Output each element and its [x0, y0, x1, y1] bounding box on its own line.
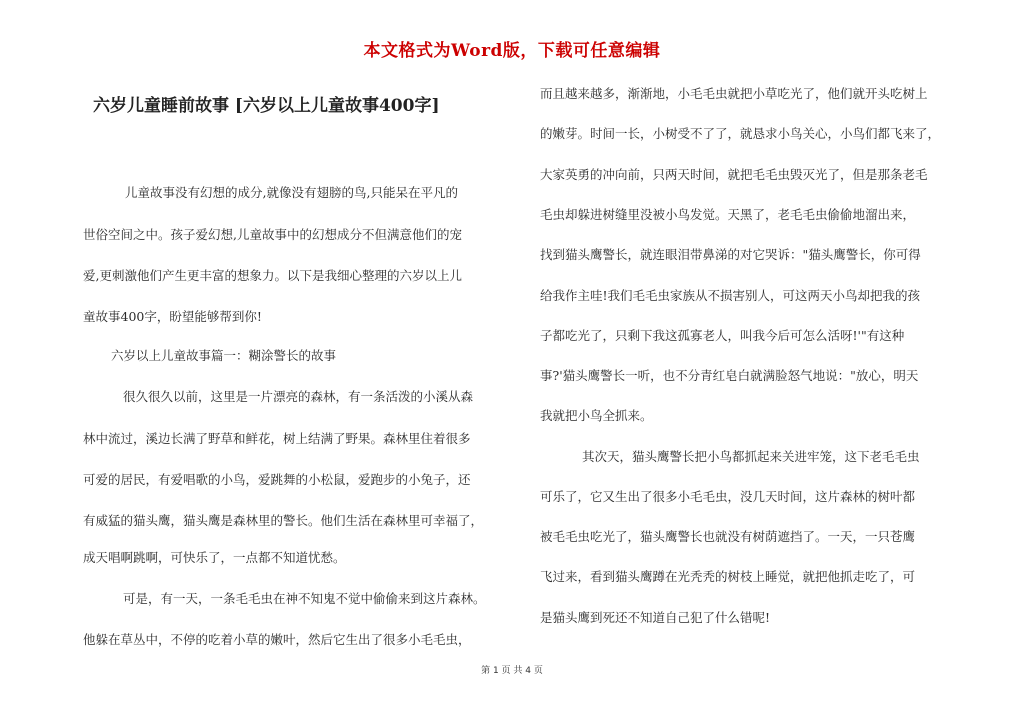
paragraph-line: 被毛毛虫吃光了，猫头鹰警长也就没有树荫遮挡了。一天，一只苍鹰: [540, 529, 916, 544]
document-banner: 本文格式为Word版，下载可任意编辑: [363, 41, 661, 61]
paragraph-line: 其次天，猫头鹰警长把小鸟都抓起来关进牢笼，这下老毛毛虫: [582, 449, 920, 464]
paragraph-line: 给我作主哇!我们毛毛虫家族从不损害别人，可这两天小鸟却把我的孩: [540, 288, 921, 303]
section-heading: 六岁以上儿童故事篇一：糊涂警长的故事: [111, 348, 337, 363]
paragraph-line: 是猫头鹰到死还不知道自己犯了什么错呢!: [540, 610, 771, 625]
paragraph-line: 的嫩芽。时间一长，小树受不了了，就恳求小鸟关心，小鸟们都飞来了，: [540, 126, 941, 141]
paragraph-line: 成天唱啊跳啊，可快乐了，一点都不知道忧愁。: [83, 550, 346, 565]
paragraph-line: 找到猫头鹰警长，就连眼泪带鼻涕的对它哭诉："猫头鹰警长，你可得: [540, 247, 921, 262]
paragraph-line: 儿童故事没有幻想的成分,就像没有翅膀的鸟,只能呆在平凡的: [125, 185, 458, 200]
paragraph-line: 可乐了，它又生出了很多小毛毛虫，没几天时间，这片森林的树叶都: [540, 489, 916, 504]
document-title: 六岁儿童睡前故事 [六岁以上儿童故事400字]: [93, 96, 440, 116]
paragraph-line: 而且越来越多，渐渐地，小毛毛虫就把小草吃光了，他们就开头吃树上: [540, 86, 928, 101]
paragraph-line: 他躲在草丛中，不停的吃着小草的嫩叶，然后它生出了很多小毛毛虫，: [83, 632, 471, 647]
paragraph-line: 可是，有一天，一条毛毛虫在神不知鬼不觉中偷偷来到这片森林。: [123, 591, 486, 606]
paragraph-line: 有威猛的猫头鹰，猫头鹰是森林里的警长。他们生活在森林里可幸福了，: [83, 513, 484, 528]
paragraph-line: 子都吃光了，只剩下我这孤寡老人，叫我今后可怎么活呀!'"有这种: [540, 328, 905, 343]
paragraph-line: 飞过来，看到猫头鹰蹲在光秃秃的树枝上睡觉，就把他抓走吃了，可: [540, 569, 916, 584]
paragraph-line: 童故事400字，盼望能够帮到你!: [83, 309, 262, 324]
page-number-footer: 第 1 页 共 4 页: [481, 666, 543, 676]
paragraph-line: 我就把小鸟全抓来。: [540, 408, 653, 423]
paragraph-line: 毛虫却躲进树缝里没被小鸟发觉。天黑了，老毛毛虫偷偷地溜出来，: [540, 207, 916, 222]
paragraph-line: 爱,更刺激他们产生更丰富的想象力。以下是我细心整理的六岁以上儿: [83, 268, 462, 283]
paragraph-line: 事?'猫头鹰警长一听，也不分青红皂白就满脸怒气地说："放心，明天: [540, 368, 919, 383]
paragraph-line: 大家英勇的冲向前，只两天时间，就把毛毛虫毁灭光了，但是那条老毛: [540, 167, 928, 182]
paragraph-line: 世俗空间之中。孩子爱幻想,儿童故事中的幻想成分不但满意他们的宠: [83, 227, 462, 242]
paragraph-line: 林中流过，溪边长满了野草和鲜花，树上结满了野果。森林里住着很多: [83, 431, 471, 446]
paragraph-line: 很久很久以前，这里是一片漂亮的森林，有一条活泼的小溪从森: [123, 389, 474, 404]
paragraph-line: 可爱的居民，有爱唱歌的小鸟，爱跳舞的小松鼠，爱跑步的小兔子，还: [83, 472, 471, 487]
